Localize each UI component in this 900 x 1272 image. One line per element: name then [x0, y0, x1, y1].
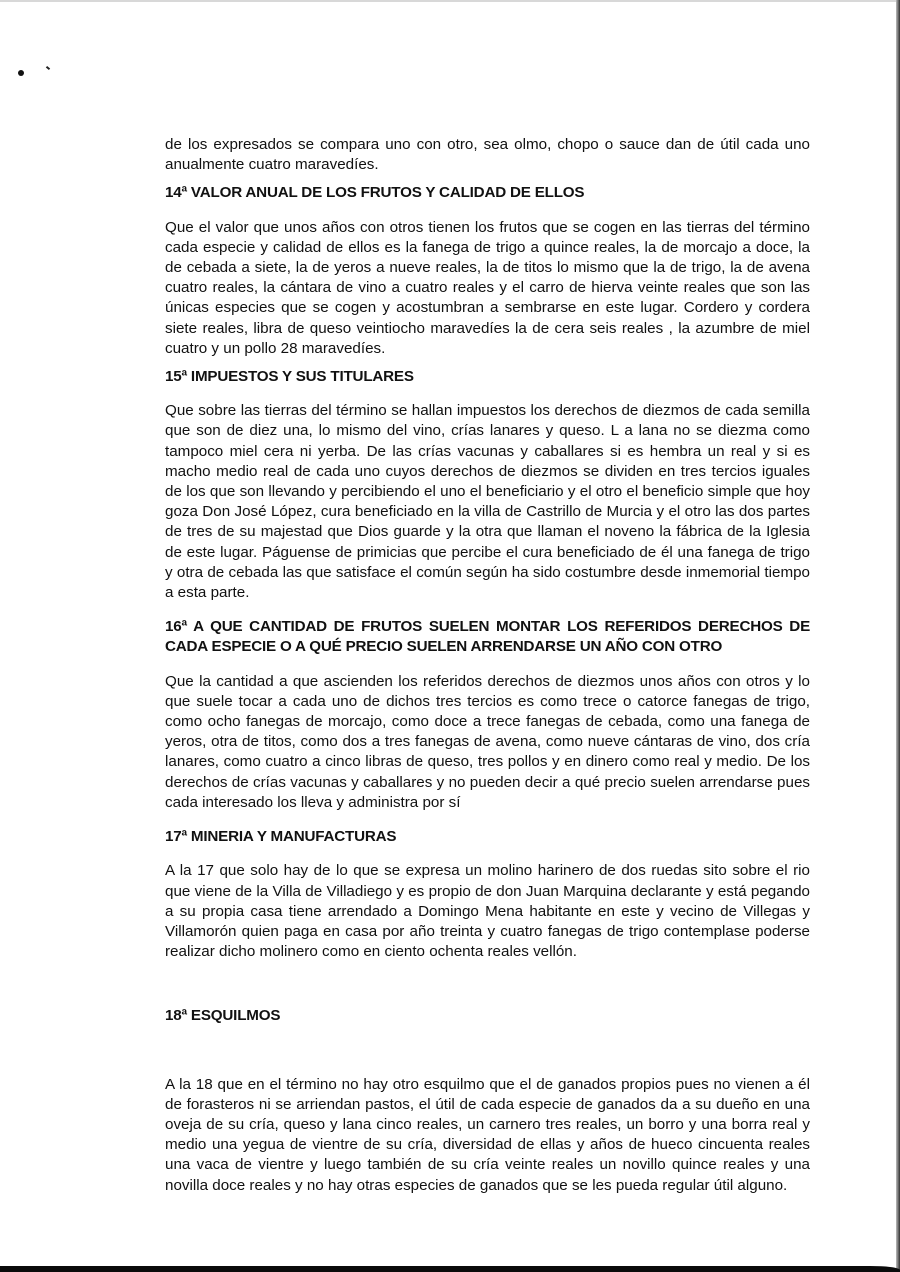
scan-edge-bottom — [0, 1266, 900, 1272]
section-17 — [165, 827, 810, 962]
section-18 — [165, 1006, 810, 1195]
section-heading: 18ª ESQUILMOS — [165, 1007, 281, 1025]
section-heading: 17ª MINERIA Y MANUFACTURAS — [165, 828, 397, 846]
scan-edge-right — [896, 0, 900, 1272]
section-body: Que la cantidad a que ascienden los referidos derechos de diezmos unos años con otros y lo que suele tocar a cada uno de dichos tres tercios es como trece o catorce fanegas de trigo, como ocho fanegas de morcajo, como doce a trece fanegas de cebada, como una fanega de yeros, otra de titos, como dos a tres fanegas de avena, como nueve cántaras de vino, dos cría lanares, como cuatro a cinco libras de queso, tres pollos y en dinero como real y medio. De los derechos de crías vacunas y caballares y no pueden decir a qué precio suelen arrendarse pues cada interesado los lleva y administra por sí — [165, 672, 810, 811]
document-body — [165, 135, 810, 1196]
section-body: A la 17 que solo hay de lo que se expresa un molino harinero de dos ruedas sito sobre el rio que viene de la Villa de Villadiego y es propio de don Juan Marquina declarante y está pegando a su propia casa tiene arrendado a Domingo Mena habitante en este y vecino de Villegas y Villamorón quien paga en casa por año treinta y cuatro fanegas de trigo contemplase poderse realizar dicho molinero como en ciento ochenta reales vellón. — [165, 862, 810, 961]
scan-edge-top — [0, 0, 900, 2]
scan-tick-mark — [46, 66, 50, 70]
section-heading: 16ª A QUE CANTIDAD DE FRUTOS SUELEN MONTAR LOS REFERIDOS DERECHOS DE CADA ESPECIE O A QUÉ PRECIO SUELEN ARRENDARSE UN AÑO CON OTRO — [165, 618, 810, 656]
section-heading: 15ª IMPUESTOS Y SUS TITULARES — [165, 368, 414, 386]
section-15 — [165, 367, 810, 603]
section-body: A la 18 que en el término no hay otro esquilmo que el de ganados propios pues no vienen a él de forasteros ni se arriendan pastos, el útil de cada especie de ganados da a su dueño en una oveja de su cría, queso y lana cinco reales, un carnero tres reales, un borro y una borra real y medio una yegua de vientre de su cría, diversidad de ellas y años de hueco cincuenta reales una vaca de vientre y luego también de su cría veinte reales un novillo quince reales y una novilla doce reales y no hay otras especies de ganados que se les pueda regular útil alguno. — [165, 1075, 810, 1194]
scan-speck-mark — [18, 70, 24, 76]
section-14 — [165, 183, 810, 359]
section-heading: 14ª VALOR ANUAL DE LOS FRUTOS Y CALIDAD DE ELLOS — [165, 184, 585, 202]
section-body: Que sobre las tierras del término se hallan impuestos los derechos de diezmos de cada semilla que son de diez una, lo mismo del vino, crías lanares y queso. L a lana no se diezma como tampoco miel cera ni yerba. De las crías vacunas y caballares si es hembra un real y si es macho medio real de cada uno cuyos derechos de diezmos se dividen en tres tercios iguales de los que son llevando y percibiendo el uno el beneficiario y el otro el beneficio simple que hoy goza Don José López, cura beneficiado en la villa de Castrillo de Murcia y el otro las dos partes de tres de su majestad que Dios guarde y la otra que llaman el noveno la fábrica de la Iglesia de este lugar. Páguense de primicias que percibe el cura beneficiado de él una fanega de trigo y otra de cebada las que satisface el común según ha sido costumbre desde inmemorial tiempo a esta parte. — [165, 402, 810, 602]
section-body: Que el valor que unos años con otros tienen los frutos que se cogen en las tierras del término cada especie y calidad de ellos es la fanega de trigo a quince reales, la de morcajo a doce, la de cebada a siete, la de yeros a nueve reales, la de titos lo mismo que la de trigo, la de avena cuatro reales, la cántara de vino a cuatro reales y el carro de hierva veinte reales que son las únicas especies que se cogen y acostumbran a sembrarse en este lugar. Cordero y cordera siete reales, libra de queso veintiocho maravedíes la de cera seis reales , la azumbre de miel cuatro y un pollo 28 maravedíes. — [165, 218, 810, 357]
section-16 — [165, 617, 810, 813]
intro-paragraph: de los expresados se compara uno con otro, sea olmo, chopo o sauce dan de útil cada uno anualmente cuatro maravedíes. — [165, 136, 810, 174]
